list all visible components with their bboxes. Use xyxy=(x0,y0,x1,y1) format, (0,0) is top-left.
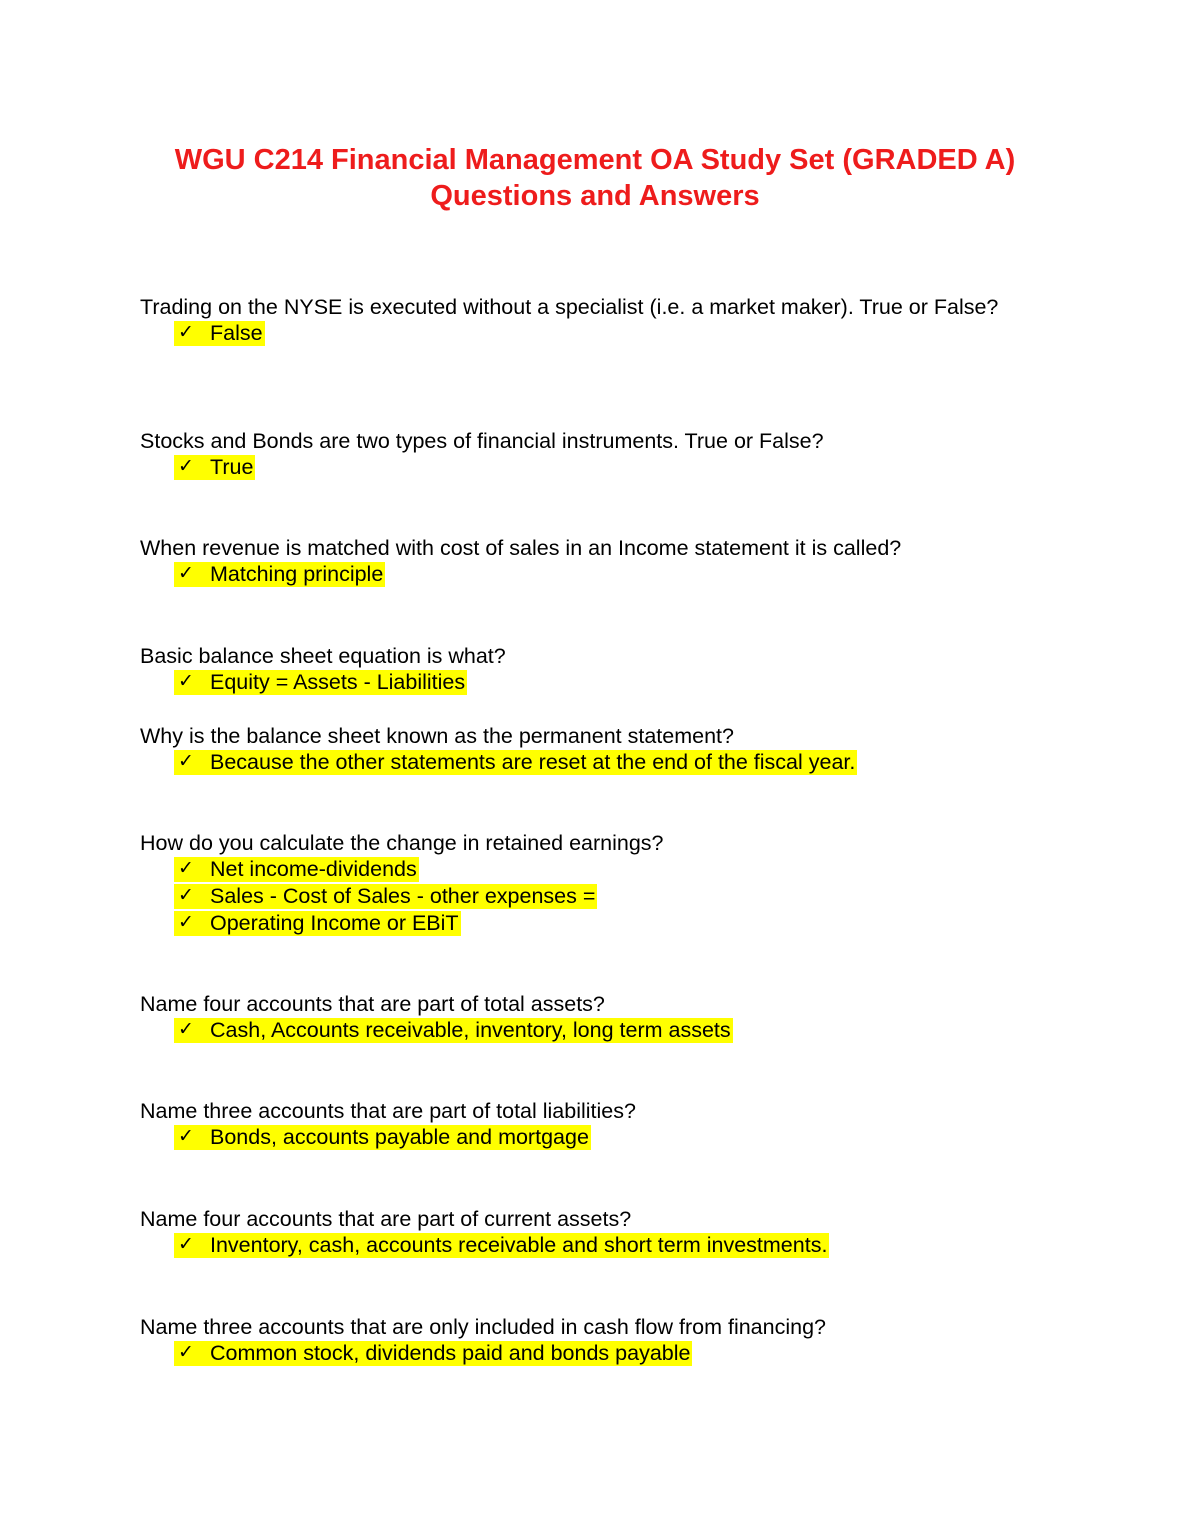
question-text: Basic balance sheet equation is what? xyxy=(140,644,506,668)
answer-item xyxy=(140,1232,1040,1259)
check-mark-icon: ✓ xyxy=(178,1125,194,1147)
answer-item xyxy=(140,883,1040,910)
answer-item xyxy=(140,856,1040,883)
check-mark-icon: ✓ xyxy=(178,670,194,692)
answer-text: Because the other statements are reset at the end of the fiscal year. xyxy=(210,750,856,774)
check-mark-icon: ✓ xyxy=(178,321,194,343)
answer-text: Inventory, cash, accounts receivable and short term investments. xyxy=(210,1233,828,1257)
answer-highlight xyxy=(174,857,419,882)
qa-item xyxy=(140,830,1040,937)
qa-item xyxy=(140,1206,1040,1259)
qa-item xyxy=(140,991,1040,1044)
question-text: Why is the balance sheet known as the permanent statement? xyxy=(140,724,734,748)
check-mark-icon: ✓ xyxy=(178,884,194,906)
answer-highlight xyxy=(174,1018,733,1043)
answer-list xyxy=(140,320,1040,347)
title-line-1: WGU C214 Financial Management OA Study Set (GRADED A) xyxy=(174,144,1016,176)
answer-list xyxy=(140,561,1040,588)
answer-item xyxy=(140,910,1040,937)
answer-item xyxy=(140,1340,1040,1367)
answer-item xyxy=(140,669,1040,696)
answer-list xyxy=(140,1340,1040,1367)
answer-list xyxy=(140,1232,1040,1259)
answer-list xyxy=(140,454,1040,481)
page-title xyxy=(0,142,1190,214)
answer-highlight xyxy=(174,911,461,936)
answer-item xyxy=(140,454,1040,481)
qa-item xyxy=(140,723,1040,776)
question-text: Name three accounts that are only included in cash flow from financing? xyxy=(140,1315,826,1339)
answer-text: Matching principle xyxy=(210,562,384,586)
answer-text: Equity = Assets - Liabilities xyxy=(210,670,466,694)
question-text: Name four accounts that are part of total assets? xyxy=(140,992,605,1016)
qa-item xyxy=(140,294,1040,347)
answer-text: Operating Income or EBiT xyxy=(210,911,459,935)
qa-item xyxy=(140,1314,1040,1367)
answer-item xyxy=(140,320,1040,347)
answer-text: False xyxy=(210,321,263,345)
answer-highlight xyxy=(174,750,857,775)
check-mark-icon: ✓ xyxy=(178,1233,194,1255)
answer-item xyxy=(140,749,1040,776)
answer-list xyxy=(140,856,1040,937)
question-text: Name three accounts that are part of total liabilities? xyxy=(140,1099,636,1123)
question-text: Name four accounts that are part of current assets? xyxy=(140,1207,632,1231)
qa-item xyxy=(140,428,1040,481)
qa-item xyxy=(140,535,1040,588)
answer-highlight xyxy=(174,321,265,346)
question-text: How do you calculate the change in retained earnings? xyxy=(140,831,664,855)
answer-text: Net income-dividends xyxy=(210,857,417,881)
answer-text: Sales - Cost of Sales - other expenses = xyxy=(210,884,596,908)
qa-item xyxy=(140,643,1040,696)
answer-highlight xyxy=(174,1233,829,1258)
check-mark-icon: ✓ xyxy=(178,857,194,879)
answer-list xyxy=(140,1124,1040,1151)
answer-item xyxy=(140,1017,1040,1044)
answer-list xyxy=(140,669,1040,696)
answer-text: True xyxy=(210,455,254,479)
question-text: Trading on the NYSE is executed without a specialist (i.e. a market maker). True or False? xyxy=(140,295,999,319)
answer-item xyxy=(140,561,1040,588)
answer-highlight xyxy=(174,1341,692,1366)
check-mark-icon: ✓ xyxy=(178,455,194,477)
answer-list xyxy=(140,1017,1040,1044)
check-mark-icon: ✓ xyxy=(178,1018,194,1040)
check-mark-icon: ✓ xyxy=(178,1341,194,1363)
answer-list xyxy=(140,749,1040,776)
title-line-2: Questions and Answers xyxy=(430,180,760,212)
answer-highlight xyxy=(174,455,255,480)
answer-highlight xyxy=(174,1125,591,1150)
answer-highlight xyxy=(174,562,385,587)
answer-highlight xyxy=(174,884,597,909)
qa-item xyxy=(140,1098,1040,1151)
answer-text: Cash, Accounts receivable, inventory, long term assets xyxy=(210,1018,731,1042)
answer-highlight xyxy=(174,670,467,695)
question-text: When revenue is matched with cost of sales in an Income statement it is called? xyxy=(140,536,902,560)
check-mark-icon: ✓ xyxy=(178,562,194,584)
answer-item xyxy=(140,1124,1040,1151)
answer-text: Common stock, dividends paid and bonds payable xyxy=(210,1341,691,1365)
check-mark-icon: ✓ xyxy=(178,911,194,933)
question-text: Stocks and Bonds are two types of financial instruments. True or False? xyxy=(140,429,824,453)
check-mark-icon: ✓ xyxy=(178,750,194,772)
answer-text: Bonds, accounts payable and mortgage xyxy=(210,1125,589,1149)
